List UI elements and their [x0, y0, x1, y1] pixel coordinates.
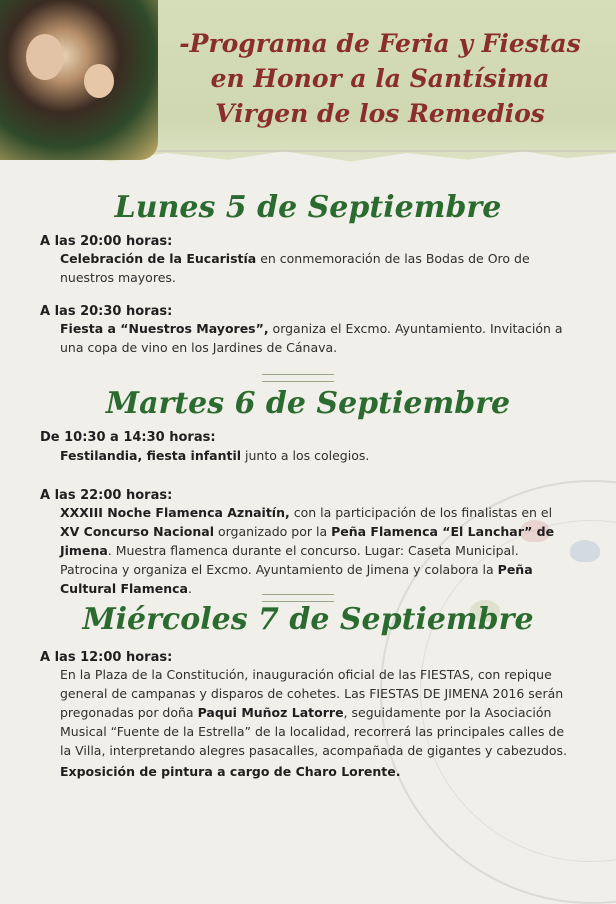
title-line: -Programa de Feria y Fiestas	[179, 29, 581, 58]
event-text: En la Plaza de la Constitución, inauguración oficial de las FIESTAS, con repique general de campanas y disparos de cohetes. Las FIESTAS DE JIMENA 2016 serán pregonadas por doña	[60, 667, 564, 720]
virgin-face	[26, 34, 64, 80]
virgin-image	[0, 0, 158, 160]
event-description	[60, 249, 572, 287]
title-line: en Honor a la Santísima	[210, 64, 550, 93]
event-highlight: Peña Flamenca “El Lanchar” de Jimena	[60, 524, 555, 558]
event-text: en conmemoración de las Bodas de Oro de nuestros mayores.	[60, 251, 530, 285]
event-time: De 10:30 a 14:30 horas:	[40, 430, 216, 445]
event-text: . Muestra flamenca durante el concurso. Lugar: Caseta Municipal. Patrocina y organiza el Excmo. Ayuntamiento de Jimena y colabora la	[60, 543, 519, 577]
event-highlight: Paqui Muñoz Latorre	[197, 705, 344, 720]
event-time: A las 22:00 horas:	[40, 488, 173, 503]
event-text: organizado por la	[213, 524, 332, 539]
event-description	[60, 446, 572, 465]
event-title: Fiesta a “Nuestros Mayores”,	[60, 321, 269, 336]
event-time: A las 20:30 horas:	[40, 304, 173, 319]
event-title: XXXIII Noche Flamenca Aznaitín,	[60, 505, 290, 520]
event-text: con la participación de los finalistas en el	[289, 505, 553, 520]
event-description	[60, 665, 572, 760]
event-description-extra	[60, 762, 572, 781]
event-text: , seguidamente por la Asociación Musical “Fuente de la Estrella” de la localidad, recorrerá las principales calles de la Villa, interpretando alegres pasacalles, acompañada de gigantes y cabezudos.	[60, 705, 568, 758]
event-text: junto a los colegios.	[241, 448, 370, 463]
event-highlight: Peña Cultural Flamenca	[60, 562, 533, 596]
event-description	[60, 503, 572, 598]
day-heading-monday: Lunes 5 de Septiembre	[114, 190, 502, 225]
title-line: Virgen de los Remedios	[215, 99, 545, 128]
gondola-decoration	[570, 540, 600, 562]
event-text: .	[187, 581, 192, 596]
day-heading-wednesday: Miércoles 7 de Septiembre	[82, 602, 534, 637]
child-face	[84, 64, 114, 98]
event-time: A las 12:00 horas:	[40, 650, 173, 665]
event-text: organiza el Excmo. Ayuntamiento. Invitación a una copa de vino en los Jardines de Cánava.	[60, 321, 563, 355]
program-title	[170, 26, 590, 131]
event-title: Celebración de la Eucaristía	[60, 251, 257, 266]
section-divider	[262, 374, 334, 382]
event-time: A las 20:00 horas:	[40, 234, 173, 249]
event-description	[60, 319, 572, 357]
event-extra: Exposición de pintura a cargo de Charo Lorente.	[60, 764, 401, 779]
day-heading-tuesday: Martes 6 de Septiembre	[105, 386, 511, 421]
event-title: Festilandia, fiesta infantil	[60, 448, 242, 463]
event-highlight: XV Concurso Nacional	[60, 524, 214, 539]
